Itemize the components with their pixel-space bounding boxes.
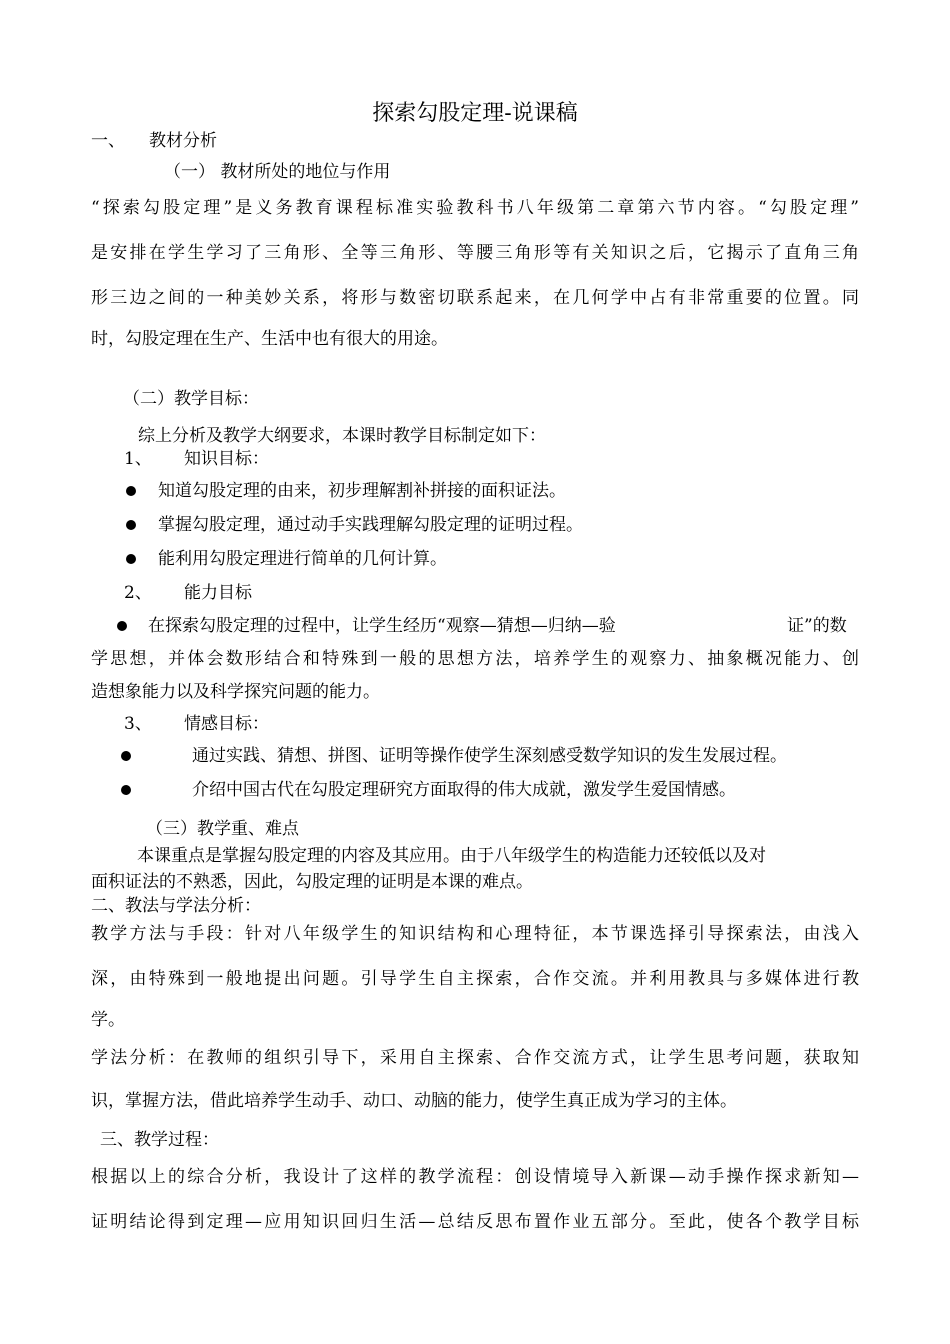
bullet-item: 知道勾股定理的由来，初步理解割补拼接的面积证法。 <box>158 481 566 501</box>
goal-1-number: 1、 <box>124 449 152 469</box>
section-1-heading: 教材分析 <box>149 131 217 151</box>
paragraph-line: 深，由特殊到一般地提出问题。引导学生自主探索，合作交流。并利用教具与多媒体进行教 <box>91 969 859 989</box>
bullet-icon <box>126 486 136 496</box>
bullet-item: 介绍中国古代在勾股定理研究方面取得的伟大成就，激发学生爱国情感。 <box>192 780 736 800</box>
goal-2-number: 2、 <box>124 583 152 603</box>
paragraph-line: 形三边之间的一种美妙关系，将形与数密切联系起来，在几何学中占有非常重要的位置。同 <box>91 288 859 308</box>
bullet-item: 通过实践、猜想、拼图、证明等操作使学生深刻感受数学知识的发生发展过程。 <box>192 746 787 766</box>
paragraph-line: 学。 <box>91 1010 125 1030</box>
bullet-icon <box>121 751 131 761</box>
goal-3-number: 3、 <box>124 714 152 734</box>
subsection-1-3-heading: （三）教学重、难点 <box>146 819 299 839</box>
bullet-icon <box>117 621 127 631</box>
section-2-heading: 二、教法与学法分析： <box>91 896 261 916</box>
goal-1-label: 知识目标： <box>184 449 269 469</box>
paragraph-line: 证明结论得到定理—应用知识回归生活—总结反思布置作业五部分。至此，使各个教学目标 <box>91 1212 859 1232</box>
bullet-item: 能利用勾股定理进行简单的几何计算。 <box>158 549 447 569</box>
paragraph-line: 学思想，并体会数形结合和特殊到一般的思想方法，培养学生的观察力、抽象概况能力、创 <box>91 649 859 669</box>
paragraph-line: 是安排在学生学习了三角形、全等三角形、等腰三角形等有关知识之后，它揭示了直角三角 <box>91 243 859 263</box>
bullet-item-part1: 在探索勾股定理的过程中，让学生经历“观察—猜想—归纳—验 <box>148 616 616 636</box>
goal-2-label: 能力目标 <box>184 583 252 603</box>
bullet-icon <box>126 554 136 564</box>
paragraph-line: 时，勾股定理在生产、生活中也有很大的用途。 <box>91 329 448 349</box>
bullet-icon <box>126 520 136 530</box>
bullet-item: 掌握勾股定理，通过动手实践理解勾股定理的证明过程。 <box>158 515 583 535</box>
goal-3-label: 情感目标： <box>184 714 269 734</box>
paragraph-line: “探索勾股定理”是义务教育课程标准实验教科书八年级第二章第六节内容。“勾股定理” <box>91 198 859 218</box>
paragraph-line: 造想象能力以及科学探究问题的能力。 <box>91 682 380 702</box>
paragraph-line: 本课重点是掌握勾股定理的内容及其应用。由于八年级学生的构造能力还较低以及对 <box>137 846 766 866</box>
paragraph-line: 学法分析：在教师的组织引导下，采用自主探索、合作交流方式，让学生思考问题，获取知 <box>91 1048 859 1068</box>
document-title: 探索勾股定理-说课稿 <box>372 101 578 126</box>
paragraph-line: 教学方法与手段：针对八年级学生的知识结构和心理特征，本节课选择引导探索法，由浅入 <box>91 924 859 944</box>
goals-intro: 综上分析及教学大纲要求，本课时教学目标制定如下： <box>138 426 546 446</box>
subsection-1-1-heading: （一） 教材所处的地位与作用 <box>164 162 391 182</box>
subsection-1-2-heading: （二）教学目标： <box>123 389 259 409</box>
paragraph-line: 面积证法的不熟悉，因此，勾股定理的证明是本课的难点。 <box>91 872 533 892</box>
bullet-icon <box>121 785 131 795</box>
bullet-item-part2: 证”的数 <box>787 616 847 636</box>
paragraph-line: 根据以上的综合分析，我设计了这样的教学流程：创设情境导入新课—动手操作探求新知— <box>91 1167 859 1187</box>
paragraph-line: 识，掌握方法，借此培养学生动手、动口、动脑的能力，使学生真正成为学习的主体。 <box>91 1091 737 1111</box>
section-1-number: 一、 <box>91 131 125 151</box>
section-3-heading: 三、教学过程： <box>100 1130 219 1150</box>
